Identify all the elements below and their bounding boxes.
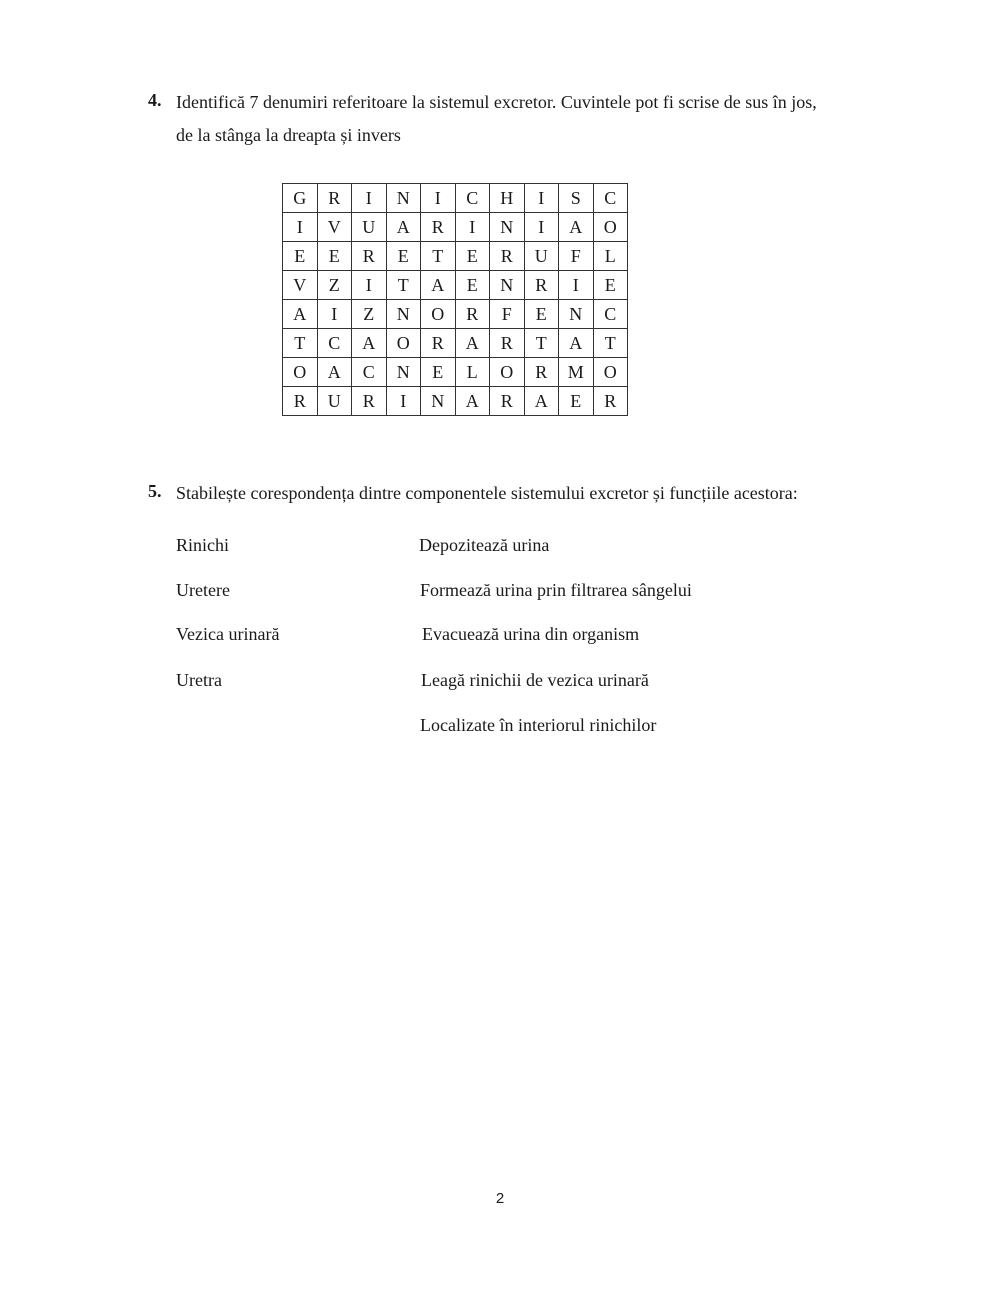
grid-cell[interactable]: H [490,184,525,213]
grid-cell[interactable]: A [559,213,594,242]
function-item: Depozitează urina [419,535,550,555]
grid-cell[interactable]: O [490,358,525,387]
grid-cell[interactable]: E [593,271,628,300]
grid-cell[interactable]: R [524,271,559,300]
grid-cell[interactable]: N [386,300,421,329]
grid-cell[interactable]: I [524,184,559,213]
exercise-4-number: 4. [148,90,162,110]
grid-cell[interactable]: I [386,387,421,416]
grid-cell[interactable]: M [559,358,594,387]
grid-cell[interactable]: R [283,387,318,416]
grid-row [283,213,628,242]
grid-cell[interactable]: O [593,358,628,387]
page-number: 2 [495,1190,505,1207]
grid-cell[interactable]: N [421,387,456,416]
grid-cell[interactable]: N [490,271,525,300]
grid-cell[interactable]: C [593,300,628,329]
grid-cell[interactable]: E [283,242,318,271]
grid-cell[interactable]: A [421,271,456,300]
grid-cell[interactable]: E [524,300,559,329]
grid-cell[interactable]: N [386,184,421,213]
grid-row [283,387,628,416]
grid-cell[interactable]: N [559,300,594,329]
grid-cell[interactable]: E [455,242,490,271]
grid-cell[interactable]: O [386,329,421,358]
grid-cell[interactable]: E [559,387,594,416]
grid-cell[interactable]: R [421,213,456,242]
grid-cell[interactable]: T [283,329,318,358]
exercise-4-line-2: de la stânga la dreapta și invers [176,125,401,145]
grid-cell[interactable]: E [421,358,456,387]
grid-cell[interactable]: I [317,300,352,329]
grid-cell[interactable]: A [386,213,421,242]
grid-cell[interactable]: T [386,271,421,300]
grid-cell[interactable]: A [524,387,559,416]
grid-cell[interactable]: E [317,242,352,271]
grid-row [283,329,628,358]
exercise-5-instructions: Stabilește corespondența dintre componentele sistemului excretor și funcțiile acestora: [176,483,798,503]
grid-cell[interactable]: C [593,184,628,213]
grid-cell[interactable]: C [455,184,490,213]
grid-cell[interactable]: N [490,213,525,242]
grid-cell[interactable]: I [559,271,594,300]
word-search-grid [282,183,628,416]
grid-cell[interactable]: N [386,358,421,387]
grid-cell[interactable]: L [593,242,628,271]
component-item: Uretra [176,670,222,690]
grid-cell[interactable]: O [593,213,628,242]
component-item: Uretere [176,580,230,600]
exercise-5-number: 5. [148,481,162,501]
grid-cell[interactable]: U [352,213,387,242]
grid-cell[interactable]: T [524,329,559,358]
grid-cell[interactable]: R [352,242,387,271]
grid-row [283,271,628,300]
grid-cell[interactable]: U [524,242,559,271]
component-item: Vezica urinară [176,624,280,644]
grid-cell[interactable]: V [283,271,318,300]
grid-cell[interactable]: I [352,271,387,300]
grid-row [283,358,628,387]
grid-row [283,184,628,213]
exercise-4-line-1: Identifică 7 denumiri referitoare la sistemul excretor. Cuvintele pot fi scrise de sus în jos, [176,92,817,112]
grid-cell[interactable]: R [421,329,456,358]
grid-cell[interactable]: R [352,387,387,416]
grid-cell[interactable]: I [524,213,559,242]
grid-cell[interactable]: A [283,300,318,329]
grid-row [283,300,628,329]
function-item: Formează urina prin filtrarea sângelui [420,580,692,600]
grid-cell[interactable]: F [559,242,594,271]
grid-cell[interactable]: E [386,242,421,271]
grid-cell[interactable]: S [559,184,594,213]
grid-cell[interactable]: C [352,358,387,387]
grid-cell[interactable]: R [593,387,628,416]
grid-cell[interactable]: O [283,358,318,387]
grid-cell[interactable]: I [283,213,318,242]
grid-cell[interactable]: F [490,300,525,329]
grid-cell[interactable]: I [455,213,490,242]
exercise-4-instructions [176,86,896,152]
grid-cell[interactable]: V [317,213,352,242]
grid-cell[interactable]: A [455,387,490,416]
grid-cell[interactable]: A [352,329,387,358]
grid-cell[interactable]: I [421,184,456,213]
grid-row [283,242,628,271]
component-item: Rinichi [176,535,229,555]
grid-cell[interactable]: G [283,184,318,213]
function-item: Evacuează urina din organism [422,624,640,644]
grid-cell[interactable]: R [317,184,352,213]
grid-cell[interactable]: R [490,387,525,416]
grid-cell[interactable]: Z [352,300,387,329]
grid-cell[interactable]: O [421,300,456,329]
grid-cell[interactable]: A [559,329,594,358]
grid-cell[interactable]: T [593,329,628,358]
grid-cell[interactable]: A [317,358,352,387]
grid-cell[interactable]: R [455,300,490,329]
grid-cell[interactable]: E [455,271,490,300]
grid-cell[interactable]: R [490,242,525,271]
grid-cell[interactable]: I [352,184,387,213]
grid-cell[interactable]: R [490,329,525,358]
grid-cell[interactable]: A [455,329,490,358]
grid-cell[interactable]: U [317,387,352,416]
function-item: Localizate în interiorul rinichilor [420,715,657,735]
grid-cell[interactable]: L [455,358,490,387]
grid-cell[interactable]: C [317,329,352,358]
grid-cell[interactable]: R [524,358,559,387]
grid-cell[interactable]: T [421,242,456,271]
function-item: Leagă rinichii de vezica urinară [421,670,649,690]
grid-cell[interactable]: Z [317,271,352,300]
